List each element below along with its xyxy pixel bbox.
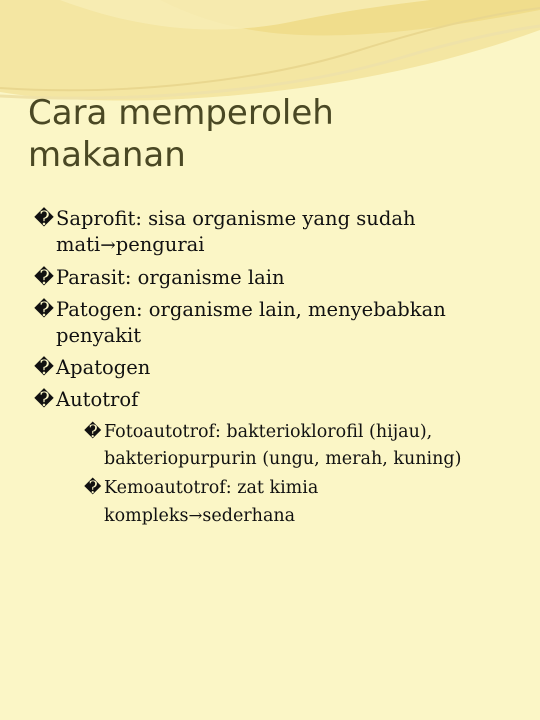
sub-bullet-text: Fotoautotrof: bakterioklorofil (hijau),	[104, 422, 433, 442]
bullet-item-patogen	[34, 297, 534, 349]
sub-bullet-marker-icon: �	[84, 422, 102, 442]
bullet-text: Apatogen	[56, 356, 151, 379]
bullet-marker-icon: �	[34, 388, 54, 411]
sub-bullet-text-continued: bakteriopurpurin (ungu, merah, kuning)	[104, 449, 462, 469]
bullet-text-continued: penyakit	[56, 324, 142, 347]
bullet-text: Autotrof	[56, 388, 139, 411]
bullet-marker-icon: �	[34, 266, 54, 289]
arrow-right-icon: →	[188, 506, 203, 525]
sub-bullet-item-fotoautotrof	[84, 419, 534, 473]
bullet-text-continued	[56, 232, 534, 259]
bullet-text-segment: pengurai	[115, 233, 205, 256]
bullet-item-autotrof	[34, 387, 534, 530]
title-line-2: makanan	[28, 135, 186, 175]
sub-bullet-text-segment: sederhana	[202, 506, 296, 526]
bullet-item-apatogen	[34, 355, 534, 381]
bullet-text: Saprofit: sisa organisme yang sudah	[56, 207, 416, 230]
sub-bullet-text-continued	[104, 502, 534, 530]
bullet-list	[34, 206, 534, 536]
bullet-item-parasit	[34, 265, 534, 291]
bullet-item-saprofit	[34, 206, 534, 259]
bullet-marker-icon: �	[34, 356, 54, 379]
bullet-marker-icon: �	[34, 298, 54, 321]
sub-bullet-text: Kemoautotrof: zat kimia	[104, 478, 319, 498]
bullet-text: Parasit: organisme lain	[56, 266, 285, 289]
sub-bullet-text-segment: kompleks	[104, 506, 189, 526]
sub-bullet-marker-icon: �	[84, 478, 102, 498]
bullet-marker-icon: �	[34, 207, 54, 230]
sub-bullet-list	[84, 419, 534, 530]
title-line-1: Cara memperoleh	[28, 93, 334, 133]
slide-title	[28, 92, 528, 176]
arrow-right-icon: →	[100, 235, 116, 256]
sub-bullet-item-kemoautotrof	[84, 475, 534, 530]
bullet-text-segment: mati	[56, 233, 101, 256]
bullet-text: Patogen: organisme lain, menyebabkan	[56, 298, 446, 321]
